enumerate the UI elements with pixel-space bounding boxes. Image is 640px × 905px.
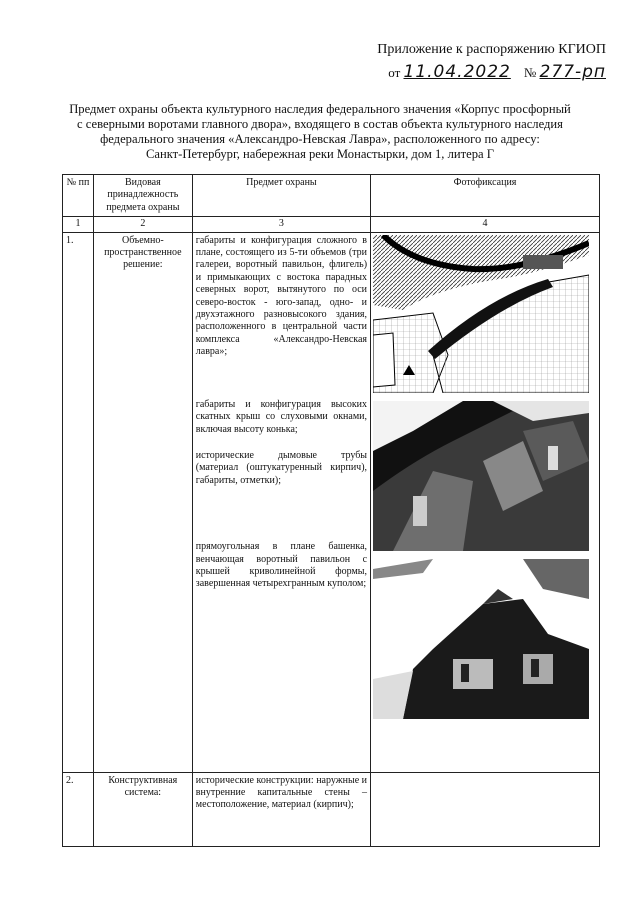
header-photo: Фотофиксация — [371, 175, 600, 217]
from-label: от — [388, 65, 401, 80]
title-line: с северными воротами главного двора», входящего в состав объекта культурного наследия — [77, 117, 563, 131]
order-ref — [346, 62, 606, 82]
col-number: 2 — [93, 217, 192, 232]
table-row — [63, 232, 600, 772]
table-header-row — [63, 175, 600, 217]
header-num: № пп — [63, 175, 94, 217]
row-subject — [192, 232, 370, 772]
col-number: 4 — [371, 217, 600, 232]
row-photos — [371, 232, 600, 772]
roof-photo — [373, 401, 589, 551]
subject-item: исторические конструкции: наружные и внутренние капитальные стены – местоположение, материал (кирпич); — [195, 774, 368, 811]
row-type: Объемно-пространственное решение: — [93, 232, 192, 772]
header-type: Видовая принадлежность предмета охраны — [93, 175, 192, 217]
site-plan-image — [373, 235, 589, 393]
appendix-line: Приложение к распоряжению КГИОП — [377, 42, 606, 57]
title-line: Санкт-Петербург, набережная реки Монастырки, дом 1, литера Г — [145, 147, 495, 161]
order-date: 11.04.2022 — [403, 62, 511, 82]
appendix-header — [346, 42, 606, 82]
row-num: 1. — [63, 232, 94, 772]
subject-item: габариты и конфигурация сложного в плане, состоящего из 5-ти объемов (три галереи, воротный павильон, флигель) и примыкающих с востока парадных северных ворот, вытянутого по оси северо-восток - юго-запад, одно- и двухэтажного разновысокого здания, расположенного в центральной части комплекса «Александро-Невская лавра»; — [195, 234, 368, 358]
subject-item: прямоугольная в плане башенка, венчающая воротный павильон с крышей криволинейной формы, завершенная четырехгранным куполом; — [195, 541, 368, 590]
protection-table — [62, 174, 600, 847]
document-title — [40, 102, 600, 162]
row-type: Конструктивная система: — [93, 772, 192, 846]
subject-item: исторические дымовые трубы (материал (оштукатуренный кирпич), габариты, отметки); — [195, 449, 368, 486]
col-number: 1 — [63, 217, 94, 232]
number-label: № — [523, 65, 537, 80]
header-subject: Предмет охраны — [192, 175, 370, 217]
title-line: федерального значения «Александро-Невская Лавра», расположенного по адресу: — [100, 132, 540, 146]
order-number: 277-рп — [539, 62, 606, 82]
row-photos — [371, 772, 600, 846]
column-number-row — [63, 217, 600, 232]
col-number: 3 — [192, 217, 370, 232]
row-subject — [192, 772, 370, 846]
tower-photo — [373, 559, 589, 719]
row-num: 2. — [63, 772, 94, 846]
subject-item: габариты и конфигурация высоких скатных крыш со слуховыми окнами, включая высоту конька; — [195, 398, 368, 435]
title-line: Предмет охраны объекта культурного наследия федерального значения «Корпус просфорный — [69, 102, 571, 116]
table-row — [63, 772, 600, 846]
